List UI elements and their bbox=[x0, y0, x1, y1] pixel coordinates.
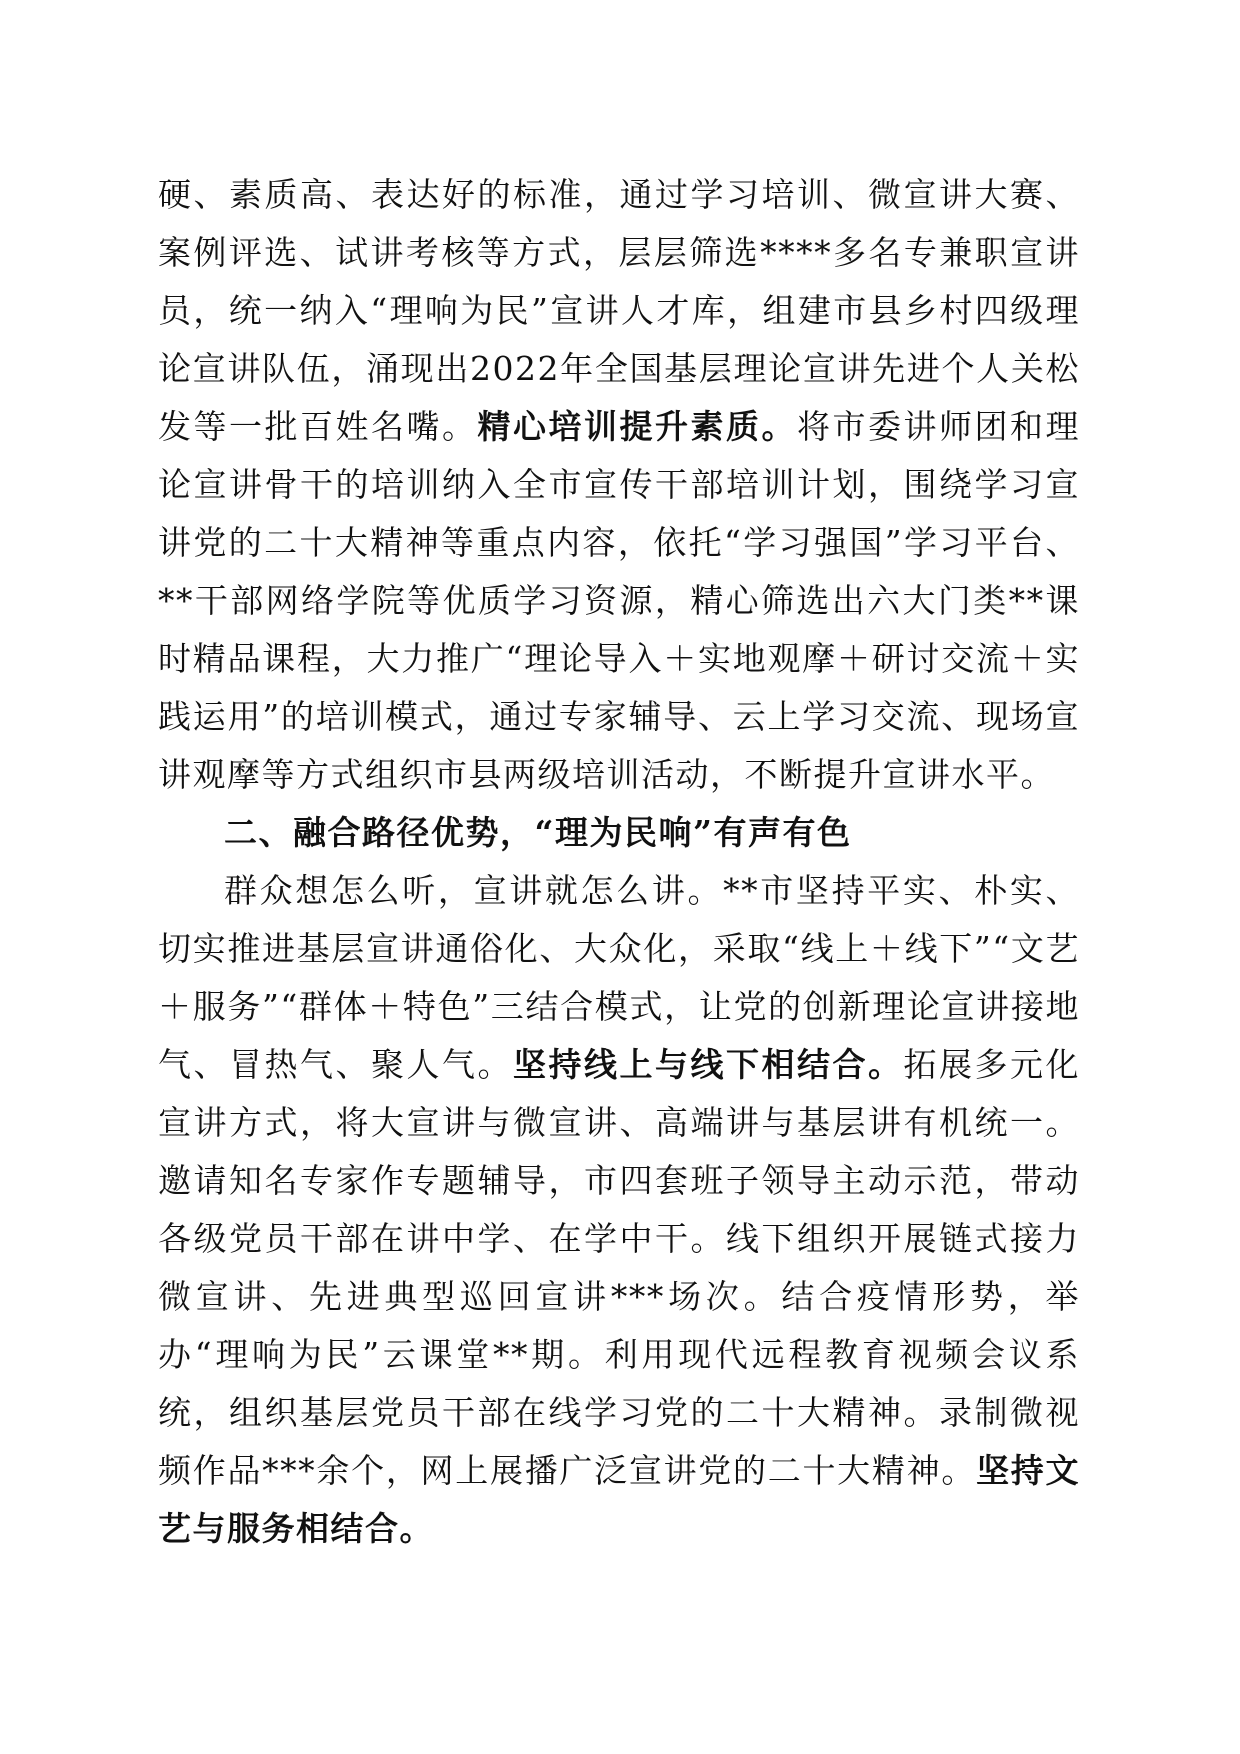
section-heading-2: 二、融合路径优势，“理为民响”有声有色 bbox=[224, 813, 852, 852]
paragraph-2-bold-lead-1: 坚持线上与线下相结合。 bbox=[513, 1045, 904, 1084]
paragraph-1-text-a: 硬、素质高、表达好的标准，通过学习培训、微宣讲大赛、案例评选、试讲考核等方式，层层筛选****多名专兼职宣讲员，统一纳入“理响为民”宣讲人才库，组建市县乡村四级理论宣讲队伍，涌现出2022年全国基层理论宣讲先进个人关松发等一批百姓名嘴。 bbox=[158, 175, 1080, 446]
paragraph-2 bbox=[158, 862, 1080, 1558]
paragraph-1-bold-lead: 精心培训提升素质。 bbox=[477, 407, 797, 446]
document-body bbox=[158, 166, 1080, 1558]
paragraph-1 bbox=[158, 166, 1080, 804]
paragraph-2-bold-lead-2: 坚持文艺与服务相结合。 bbox=[158, 1451, 1081, 1548]
paragraph-2-text-b: 拓展多元化宣讲方式，将大宣讲与微宣讲、高端讲与基层讲有机统一。邀请知名专家作专题辅导，市四套班子领导主动示范，带动各级党员干部在讲中学、在学中干。线下组织开展链式接力微宣讲、先进典型巡回宣讲***场次。结合疫情形势，举办“理响为民”云课堂**期。利用现代远程教育视频会议系统，组织基层党员干部在线学习党的二十大精神。录制微视频作品***余个，网上展播广泛宣讲党的二十大精神。 bbox=[158, 1045, 1080, 1490]
paragraph-2-text-a: 群众想怎么听，宣讲就怎么讲。**市坚持平实、朴实、切实推进基层宣讲通俗化、大众化，采取“线上＋线下”“文艺＋服务”“群体＋特色”三结合模式，让党的创新理论宣讲接地气、冒热气、聚人气。 bbox=[158, 871, 1080, 1084]
paragraph-1-text-b: 将市委讲师团和理论宣讲骨干的培训纳入全市宣传干部培训计划，围绕学习宣讲党的二十大精神等重点内容，依托“学习强国”学习平台、**干部网络学院等优质学习资源，精心筛选出六大门类**课时精品课程，大力推广“理论导入＋实地观摩＋研讨交流＋实践运用”的培训模式，通过专家辅导、云上学习交流、现场宣讲观摩等方式组织市县两级培训活动，不断提升宣讲水平。 bbox=[158, 407, 1080, 794]
